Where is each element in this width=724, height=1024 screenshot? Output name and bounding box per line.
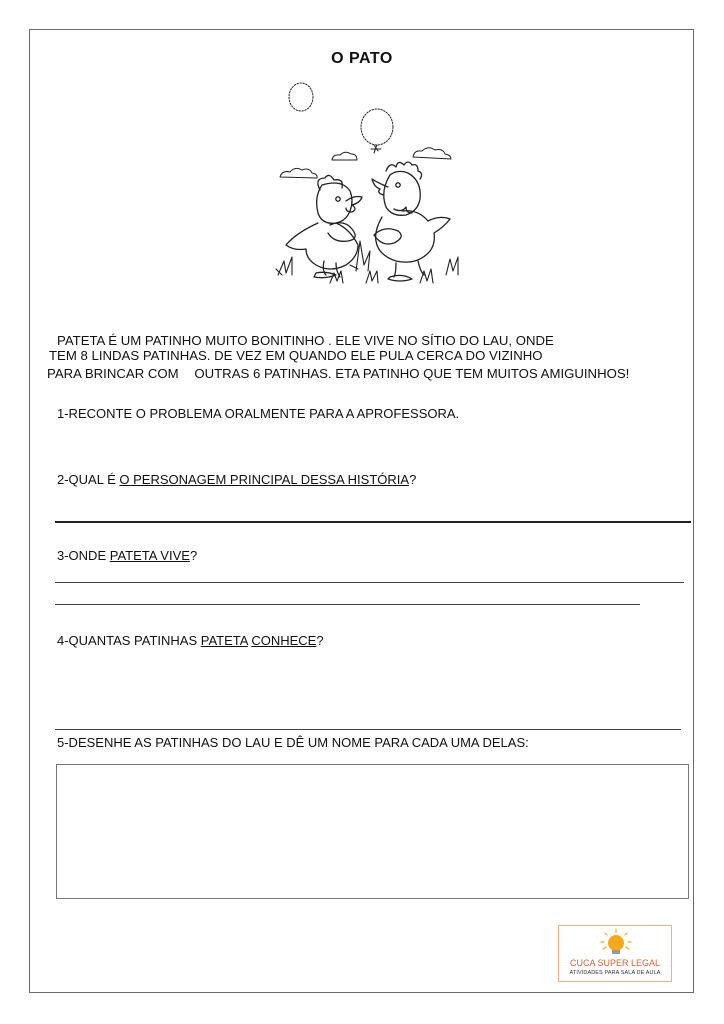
left-duck [286,175,362,277]
logo-tagline: ATIVIDADES PARA SALA DE AULA [569,970,661,976]
grass [276,241,458,283]
question-5: 5-DESENHE AS PATINHAS DO LAU E DÊ UM NOME PARA CADA UMA DELAS: [57,735,529,750]
answer-line-q4[interactable] [55,729,681,730]
story-segment: DE VEZ EM QUANDO ELE [214,348,376,363]
story-line-1 [57,333,554,348]
question-2-prefix: 2-QUAL É [57,472,120,487]
dotted-balloon-left [289,83,313,111]
logo-brand-text: CUCA SUPER LEGAL [569,958,661,968]
story-segment: PARA BRINCAR COM [47,366,179,381]
answer-line-q3-1[interactable] [55,582,684,583]
story-segment: TEM [49,348,77,363]
right-duck [371,145,450,281]
dotted-balloon-right [361,109,393,145]
cloud-right [413,148,451,159]
story-segment: BONITINHO [251,333,325,348]
question-4-underlined-1: PATETA [200,633,248,648]
brand-logo [558,925,672,982]
story-segment: PULA [379,348,413,363]
story-segment: VIZINHO [489,348,543,363]
story-segment: OUTRAS 6 PATINHAS. ETA PATINHO QUE TEM MUITOS AMIGUINHOS! [194,366,630,381]
story-segment: CERCA DO [416,348,486,363]
cloud-middle [332,152,357,160]
worksheet-title: O PATO [331,50,393,67]
question-1: 1-RECONTE O PROBLEMA ORALMENTE PARA A APROFESSORA. [57,406,460,421]
question-4 [57,633,324,648]
question-4-prefix: 4-QUANTAS PATINHAS [57,633,201,648]
answer-line-q2[interactable] [55,521,691,523]
question-3-prefix: 3-ONDE [57,548,110,563]
question-2 [57,472,416,487]
question-3-suffix: ? [189,548,198,563]
question-2-suffix: ? [409,472,417,487]
question-3-underlined: PATETA VIVE [109,548,190,563]
story-segment: PATETA É UM PATINHO MUITO [57,333,248,348]
story-segment: 8 LINDAS PATINHAS. [80,348,211,363]
question-2-underlined: O PERSONAGEM PRINCIPAL DESSA HISTÓRIA [119,472,410,487]
cloud-left [280,168,317,178]
question-3 [57,548,197,563]
story-segment: . ELE VIVE NO SÍTIO DO LAU, ONDE [328,333,554,348]
drawing-box[interactable] [56,764,689,899]
story-line-2 [49,348,543,363]
light-bulb-icon [599,928,633,958]
question-4-suffix: ? [316,633,324,648]
question-4-underlined-2: CONHECE [251,633,317,648]
two-ducks-illustration [270,75,470,290]
story-line-3 [47,366,629,381]
answer-line-q3-2[interactable] [55,604,640,605]
